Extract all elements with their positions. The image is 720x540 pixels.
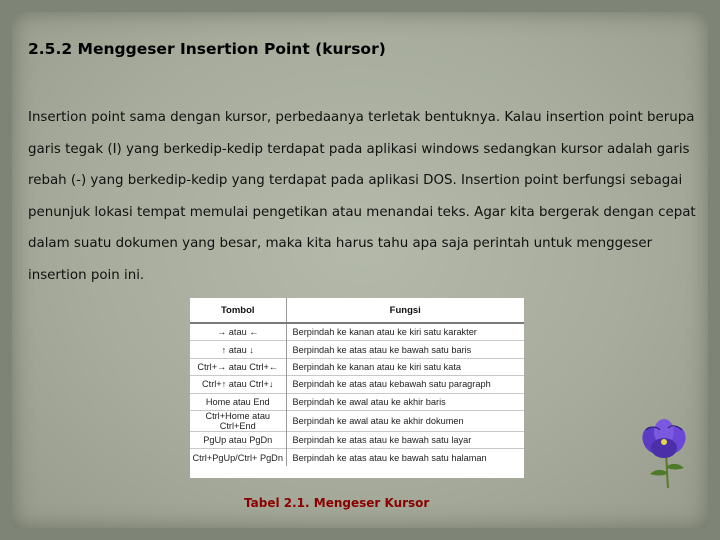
table-row [190, 431, 524, 448]
table-row [190, 393, 524, 410]
function-cell: Berpindah ke awal atau ke akhir dokumen [286, 410, 524, 431]
function-cell: Berpindah ke awal atau ke akhir baris [286, 393, 524, 410]
table-row [190, 341, 524, 358]
key-cell: Ctrl+↑ atau Ctrl+↓ [190, 376, 286, 393]
key-cell: Home atau End [190, 393, 286, 410]
key-cell: ↑ atau ↓ [190, 341, 286, 358]
table-row [190, 358, 524, 375]
function-cell: Berpindah ke atas atau ke bawah satu baris [286, 341, 524, 358]
function-cell: Berpindah ke kanan atau ke kiri satu karakter [286, 323, 524, 341]
key-cell: → atau ← [190, 323, 286, 341]
function-cell: Berpindah ke atas atau kebawah satu paragraph [286, 376, 524, 393]
key-cell: Ctrl+Home atau Ctrl+End [190, 410, 286, 431]
key-cell: Ctrl+PgUp/Ctrl+ PgDn [190, 449, 286, 466]
body-paragraph: Insertion point sama dengan kursor, perbedaanya terletak bentuknya. Kalau insertion point berupa garis tegak (I) yang berkedip-kedip terdapat pada aplikasi windows sedangkan kursor adalah garis rebah (-) yang berkedip-kedip yang terdapat pada aplikasi DOS. Insertion point berfungsi sebagai penunjuk lokasi tempat memulai pengetikan atau menandai teks. Agar kita bergerak dengan cepat dalam suatu dokumen yang besar, maka kita harus tahu apa saja perintah untuk menggeser insertion poin ini. [28, 110, 696, 283]
key-cell: Ctrl+→ atau Ctrl+← [190, 358, 286, 375]
function-cell: Berpindah ke kanan atau ke kiri satu kata [286, 358, 524, 375]
table-caption: Tabel 2.1. Mengeser Kursor [244, 496, 430, 510]
table-row [190, 323, 524, 341]
shortcut-table-container [190, 298, 524, 478]
shortcut-table [190, 298, 524, 466]
table-header-row [190, 298, 524, 323]
table-row [190, 376, 524, 393]
header-fungsi: Fungsi [286, 298, 524, 323]
table-row [190, 449, 524, 466]
table-row [190, 410, 524, 431]
function-cell: Berpindah ke atas atau ke bawah satu layar [286, 431, 524, 448]
purple-flower-icon [636, 416, 692, 490]
key-cell: PgUp atau PgDn [190, 431, 286, 448]
section-title: 2.5.2 Menggeser Insertion Point (kursor) [28, 40, 386, 58]
header-tombol: Tombol [190, 298, 286, 323]
function-cell: Berpindah ke atas atau ke bawah satu halaman [286, 449, 524, 466]
